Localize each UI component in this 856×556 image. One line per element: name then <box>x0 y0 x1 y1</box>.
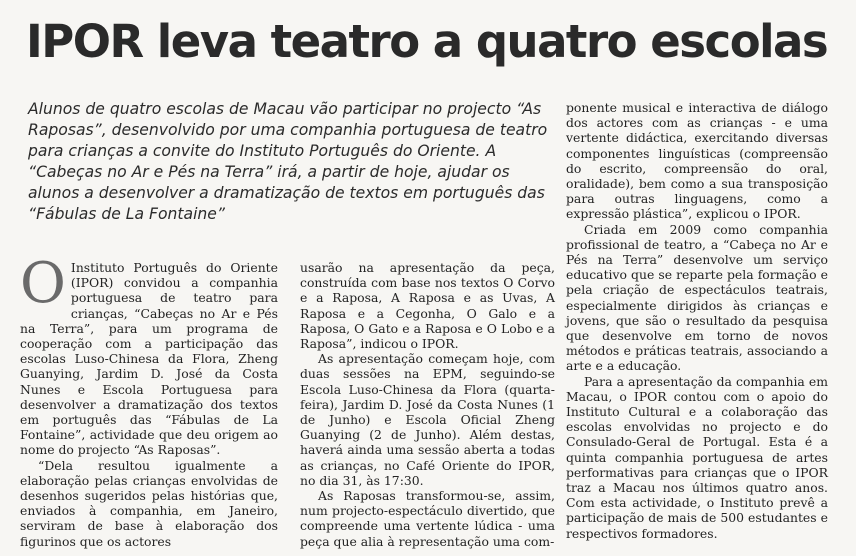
paragraph: As apresentação começam hoje, com duas sessões na EPM, seguindo-se Escola Luso-Chinesa da Flora (quarta-feira), Jardim D. José da Costa Nunes (1 de Junho) e Escola Oficial Zheng Guanying (2 de Junho). Além destas, haverá ainda uma sessão aberta a todas as crianças, no Café Oriente do IPOR, no dia 31, às 17:30. <box>300 351 555 488</box>
paragraph: “Dela resultou igualmente a elaboração pelas crianças envolvidas de desenhos sugeridos pelas histórias que, enviados à companhia, em Janeiro, serviram de base à elaboração dos figurinos que os actores <box>20 457 278 549</box>
paragraph: Criada em 2009 como companhia profissional de teatro, a “Cabeça no Ar e Pés na Terra” desenvolve um serviço educativo que se reparte pela formação e pela criação de espectáculos teatrais, especialmente dirigidos às crianças e jovens, que são o resultado da pesquisa que desenvolve em torno de novos métodos e práticas teatrais, associando a arte e a educação. <box>566 221 828 374</box>
paragraph: usarão na apresentação da peça, construída com base nos textos O Corvo e a Raposa, A Raposa e as Uvas, A Raposa e a Cegonha, O Galo e a Raposa, O Gato e a Raposa e O Lobo e a Raposa”, indicou o IPOR. <box>300 260 555 352</box>
paragraph: Para a apresentação da companhia em Macau, o IPOR contou com o apoio do Instituto Cultural e a colaboração das escolas envolvidas no projecto e do Consulado-Geral de Portugal. Esta é a quinta companhia portuguesa de artes performativas para crianças que o IPOR traz a Macau nos últimos quatro anos. Com esta actividade, o Instituto prevê a participação de mais de 500 estudantes e respectivos formadores. <box>566 373 828 541</box>
article-lede: Alunos de quatro escolas de Macau vão participar no projecto “As Raposas”, desenvolvido por uma companhia portuguesa de teatro para crianças a convite do Instituto Português do Oriente. A “Cabeças no Ar e Pés na Terra” irá, a partir de hoje, ajudar os alunos a desenvolver a dramatização de textos em português das “Fábulas de La Fontaine” <box>28 100 548 223</box>
column-left <box>20 251 278 549</box>
column-middle <box>300 260 555 549</box>
drop-cap: O <box>20 251 66 316</box>
paragraph-intro-text: Instituto Português do Oriente (IPOR) convidou a companhia portuguesa de teatro para crianças, “Cabeças no Ar e Pés na Terra”, para um programa de cooperação com a participação das escolas Luso-Chinesa da Flora, Zheng Guanying, Jardim D. José da Costa Nunes e Escola Portuguesa para desenvolver a dramatização dos textos em português das “Fábulas de La Fontaine”, actividade que deu origem ao nome do projecto “As Raposas”. <box>20 260 278 458</box>
column-right <box>566 100 828 541</box>
paragraph: As Raposas transformou-se, assim, num projecto-espectáculo divertido, que compreende uma vertente lúdica - uma peça que alia à representação uma com- <box>300 488 555 549</box>
article-headline: IPOR leva teatro a quatro escolas <box>26 15 828 68</box>
paragraph-intro <box>20 251 278 458</box>
paragraph: ponente musical e interactiva de diálogo dos actores com as crianças - e uma vertente didáctica, exercitando diversas componentes linguísticas (compreensão do escrito, compreensão do oral, oralidade), bem como a sua transposição para outras linguagens, como a expressão plástica”, explicou o IPOR. <box>566 100 828 222</box>
